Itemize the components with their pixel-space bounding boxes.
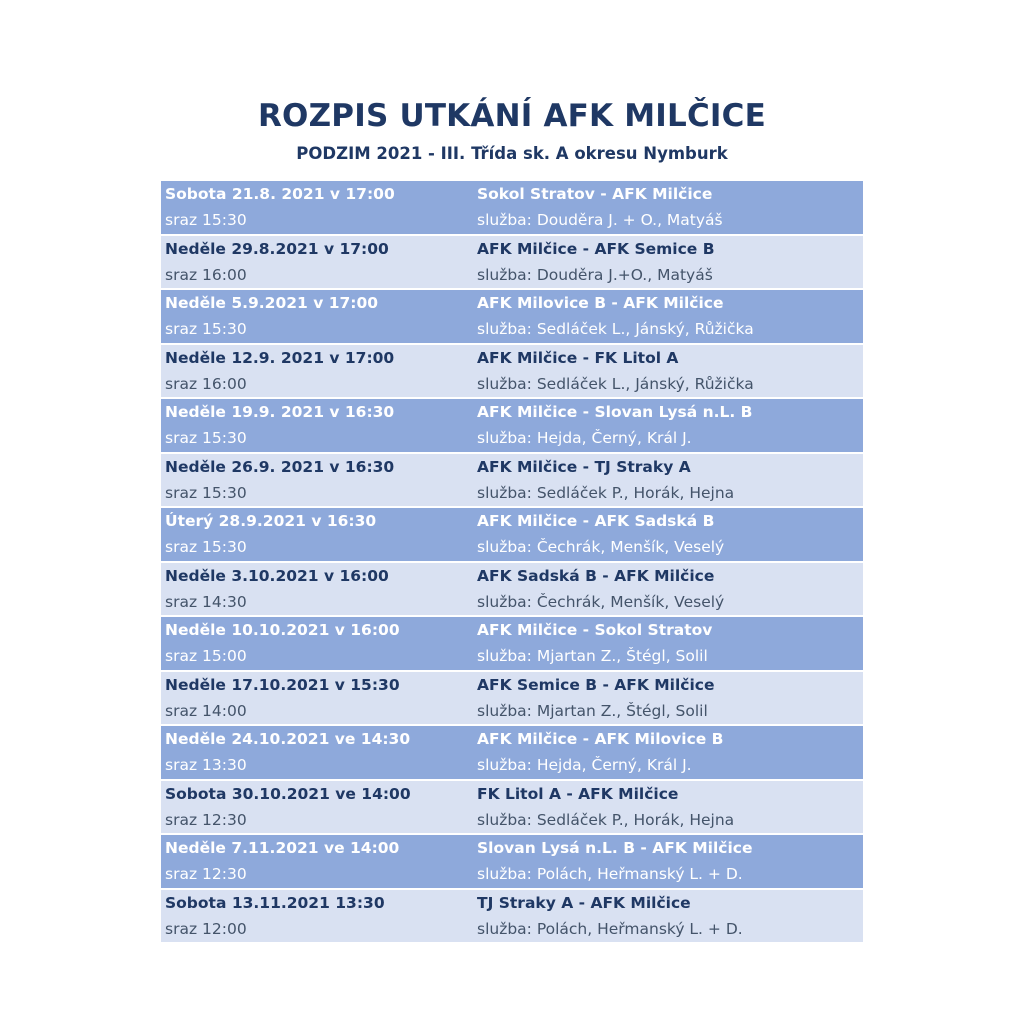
- service-crew: služba: Sedláček P., Horák, Hejna: [477, 810, 735, 829]
- match-teams: AFK Milčice - TJ Straky A: [477, 457, 691, 476]
- meet-time: sraz 13:30: [165, 756, 247, 774]
- match-teams: AFK Sadská B - AFK Milčice: [477, 566, 715, 585]
- match-teams: AFK Milovice B - AFK Milčice: [477, 294, 724, 312]
- match-row: [161, 672, 863, 725]
- match-date: Sobota 13.11.2021 13:30: [165, 893, 385, 912]
- service-crew: služba: Sedláček L., Jánský, Růžička: [477, 374, 754, 393]
- match-row: [161, 508, 863, 561]
- match-row: [161, 563, 863, 616]
- meet-time: sraz 15:30: [165, 211, 247, 229]
- match-teams: Sokol Stratov - AFK Milčice: [477, 185, 713, 203]
- meet-time: sraz 14:00: [165, 701, 247, 720]
- match-row: [161, 290, 863, 343]
- meet-time: sraz 12:30: [165, 865, 247, 883]
- match-date: Neděle 26.9. 2021 v 16:30: [165, 457, 395, 476]
- match-row: [161, 236, 863, 289]
- meet-time: sraz 15:30: [165, 538, 247, 556]
- meet-time: sraz 14:30: [165, 592, 247, 611]
- meet-time: sraz 15:30: [165, 320, 247, 338]
- meet-time: sraz 15:30: [165, 429, 247, 447]
- match-date: Úterý 28.9.2021 v 16:30: [165, 512, 377, 530]
- match-row: [161, 781, 863, 834]
- match-row: [161, 835, 863, 888]
- page-title: ROZPIS UTKÁNÍ AFK MILČICE: [257, 98, 766, 134]
- service-crew: služba: Douděra J. + O., Matyáš: [477, 211, 723, 229]
- service-crew: služba: Sedláček P., Horák, Hejna: [477, 483, 735, 502]
- match-teams: TJ Straky A - AFK Milčice: [477, 893, 691, 912]
- match-schedule-table: [161, 181, 863, 944]
- match-row: [161, 890, 863, 943]
- match-date: Neděle 17.10.2021 v 15:30: [165, 675, 400, 694]
- match-date: Neděle 24.10.2021 ve 14:30: [165, 730, 411, 748]
- match-row: [161, 617, 863, 670]
- meet-time: sraz 15:30: [165, 483, 247, 502]
- match-row: [161, 345, 863, 398]
- match-row: [161, 454, 863, 507]
- match-row: [161, 399, 863, 452]
- match-teams: FK Litol A - AFK Milčice: [477, 784, 679, 803]
- service-crew: služba: Čechrák, Menšík, Veselý: [477, 538, 725, 556]
- match-row: [161, 726, 863, 779]
- meet-time: sraz 12:00: [165, 919, 247, 938]
- match-teams: AFK Milčice - Sokol Stratov: [477, 621, 713, 639]
- service-crew: služba: Polách, Heřmanský L. + D.: [477, 919, 743, 938]
- service-crew: služba: Čechrák, Menšík, Veselý: [477, 592, 725, 611]
- match-teams: Slovan Lysá n.L. B - AFK Milčice: [477, 839, 753, 857]
- match-teams: AFK Milčice - FK Litol A: [477, 348, 679, 367]
- match-date: Neděle 10.10.2021 v 16:00: [165, 621, 400, 639]
- match-date: Neděle 19.9. 2021 v 16:30: [165, 403, 395, 421]
- match-teams: AFK Semice B - AFK Milčice: [477, 675, 715, 694]
- service-crew: služba: Mjartan Z., Štégl, Solil: [477, 701, 708, 720]
- match-teams: AFK Milčice - AFK Milovice B: [477, 730, 724, 748]
- service-crew: služba: Hejda, Černý, Král J.: [477, 756, 692, 774]
- meet-time: sraz 12:30: [165, 810, 247, 829]
- match-teams: AFK Milčice - AFK Sadská B: [477, 512, 715, 530]
- match-row: [161, 181, 863, 234]
- service-crew: služba: Mjartan Z., Štégl, Solil: [477, 647, 708, 665]
- match-date: Neděle 29.8.2021 v 17:00: [165, 239, 389, 258]
- service-crew: služba: Douděra J.+O., Matyáš: [477, 265, 713, 284]
- service-crew: služba: Sedláček L., Jánský, Růžička: [477, 320, 754, 338]
- match-date: Sobota 21.8. 2021 v 17:00: [165, 185, 395, 203]
- meet-time: sraz 16:00: [165, 374, 247, 393]
- service-crew: služba: Polách, Heřmanský L. + D.: [477, 865, 743, 883]
- match-teams: AFK Milčice - Slovan Lysá n.L. B: [477, 403, 753, 421]
- match-date: Neděle 12.9. 2021 v 17:00: [165, 348, 395, 367]
- match-teams: AFK Milčice - AFK Semice B: [477, 239, 715, 258]
- match-date: Neděle 5.9.2021 v 17:00: [165, 294, 379, 312]
- match-date: Neděle 7.11.2021 ve 14:00: [165, 839, 400, 857]
- meet-time: sraz 15:00: [165, 647, 247, 665]
- page-subtitle: PODZIM 2021 - III. Třída sk. A okresu Nymburk: [296, 144, 728, 163]
- match-date: Neděle 3.10.2021 v 16:00: [165, 566, 389, 585]
- service-crew: služba: Hejda, Černý, Král J.: [477, 429, 692, 447]
- meet-time: sraz 16:00: [165, 265, 247, 284]
- match-date: Sobota 30.10.2021 ve 14:00: [165, 784, 411, 803]
